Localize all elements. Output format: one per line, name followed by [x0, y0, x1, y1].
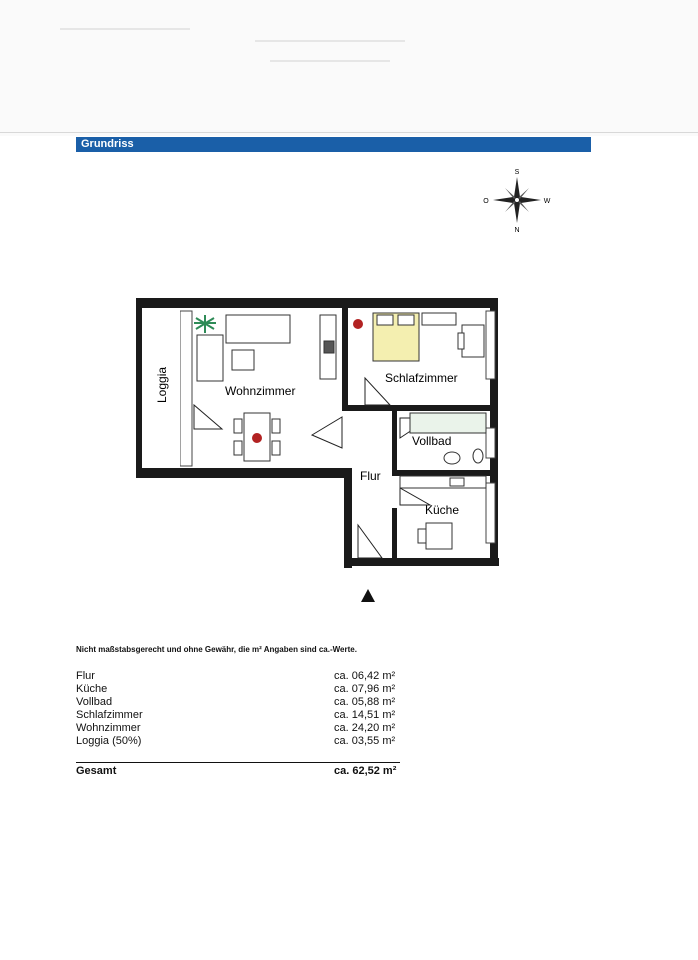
total-value: ca. 62,52 m²	[334, 765, 397, 777]
area-name: Schlafzimmer	[76, 709, 143, 721]
entrance-arrow-icon	[361, 589, 375, 602]
area-name: Flur	[76, 670, 95, 682]
compass-east-label: O	[483, 198, 489, 205]
compass-south-label: S	[514, 169, 520, 176]
table-row	[76, 722, 400, 735]
room-label-schlafzimmer: Schlafzimmer	[385, 371, 458, 385]
area-table	[76, 670, 400, 748]
floor-plan	[130, 293, 505, 571]
disclaimer-note: Nicht maßstabsgerecht und ohne Gewähr, die m² Angaben sind ca.-Werte.	[76, 645, 357, 654]
area-value: ca. 05,88 m²	[334, 696, 396, 708]
compass-north-label: N	[514, 227, 520, 234]
table-row	[76, 709, 400, 722]
total-divider	[76, 762, 400, 763]
table-row	[76, 735, 400, 748]
area-name: Vollbad	[76, 696, 113, 708]
table-row	[76, 670, 400, 683]
area-name: Küche	[76, 683, 108, 695]
compass-rose-icon	[480, 165, 555, 235]
plant-icon	[194, 315, 216, 333]
area-value: ca. 06,42 m²	[334, 670, 396, 682]
room-label-wohnzimmer: Wohnzimmer	[225, 384, 296, 398]
sheet-edge	[0, 132, 698, 133]
flower-vase-icon	[353, 319, 363, 329]
faded-line	[270, 60, 390, 62]
room-label-flur: Flur	[360, 469, 381, 483]
area-value: ca. 24,20 m²	[334, 722, 396, 734]
room-label-loggia: Loggia	[155, 366, 169, 403]
flower-vase-icon	[252, 433, 262, 443]
room-label-kueche: Küche	[425, 503, 460, 517]
area-name: Loggia (50%)	[76, 735, 142, 747]
section-header: Grundriss	[76, 137, 591, 152]
faded-line	[255, 40, 405, 42]
area-value: ca. 14,51 m²	[334, 709, 396, 721]
top-sheet-background	[0, 0, 698, 136]
total-row	[76, 765, 400, 777]
table-row	[76, 696, 400, 709]
room-label-vollbad: Vollbad	[412, 434, 452, 448]
compass-west-label: W	[543, 198, 551, 205]
area-value: ca. 03,55 m²	[334, 735, 396, 747]
total-label: Gesamt	[76, 765, 117, 777]
area-name: Wohnzimmer	[76, 722, 141, 734]
table-row	[76, 683, 400, 696]
bedroom-furniture	[373, 313, 484, 361]
area-value: ca. 07,96 m²	[334, 683, 396, 695]
faded-line	[60, 28, 190, 30]
